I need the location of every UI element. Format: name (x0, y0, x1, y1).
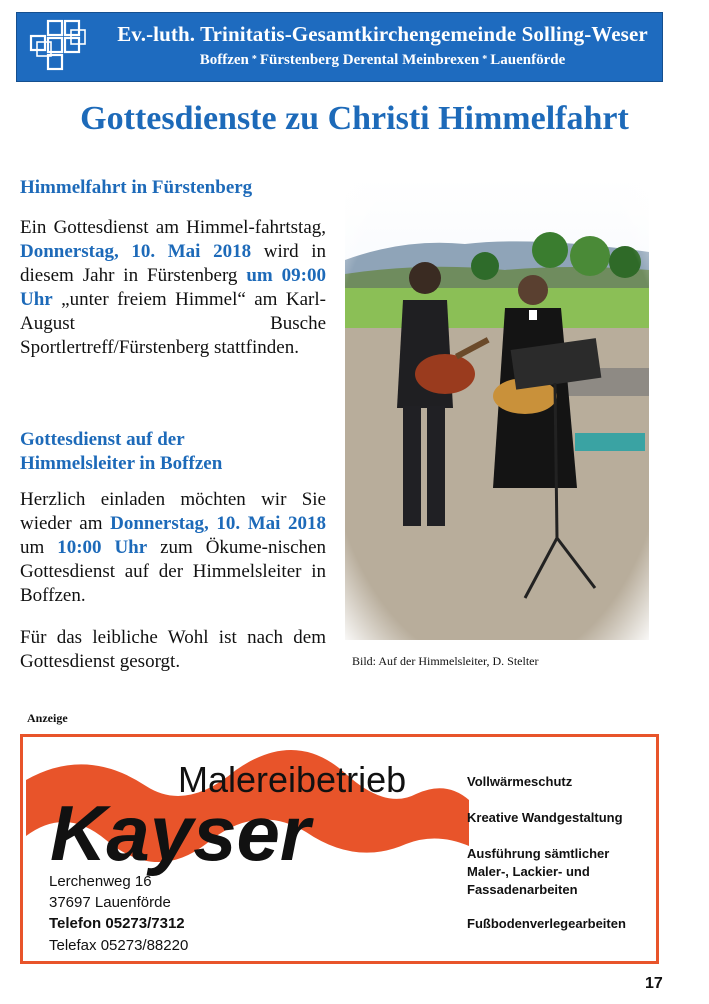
service-item: Ausführung sämtlicher Maler-, Lackier- und Fassadenarbeiten (467, 846, 610, 897)
service-item: Fußbodenverlegearbeiten (467, 916, 626, 931)
advertisement (20, 734, 659, 964)
ad-phone: Telefon 05273/7312 (49, 915, 185, 932)
photo-outdoor-service (345, 178, 649, 640)
section-text-fuerstenberg: Ein Gottesdienst am Himmel-fahrtstag, Donnerstag, 10. Mai 2018 wird in diesem Jahr in Fürstenberg um 09:00 Uhr „unter freiem Himmel“ am Karl-August Busche Sportlertreff/Fürstenberg stattfinden. (20, 217, 327, 358)
company-name: Kayser (50, 789, 311, 877)
ad-label: Anzeige (27, 711, 68, 725)
closing-note: Für das leibliche Wohl ist nach dem Gottesdienst gesorgt. (20, 627, 326, 672)
page-number: 17 (645, 975, 663, 992)
ad-street: Lerchenweg 16 (49, 873, 152, 890)
photo-caption: Bild: Auf der Himmelsleiter, D. Stelter (352, 654, 539, 668)
service-item: Kreative Wandgestaltung (467, 810, 623, 825)
page-title: Gottesdienste zu Christi Himmelfahrt (80, 100, 629, 137)
section-title-boffzen: Gottesdienst auf der Himmelsleiter in Boffzen (20, 429, 223, 474)
ad-fax: Telefax 05273/88220 (49, 937, 189, 954)
section-text-boffzen: Herzlich einladen möchten wir Sie wieder am Donnerstag, 10. Mai 2018 um 10:00 Uhr zum Ökume-nischen Gottesdienst auf der Himmelsleiter in Boffzen. (20, 489, 327, 606)
parish-header (16, 12, 663, 82)
company-subtitle: Malereibetrieb (178, 759, 407, 800)
section-title-fuerstenberg: Himmelfahrt in Fürstenberg (20, 177, 253, 198)
parish-locations: Boffzen * Fürstenberg Derental Meinbrexen * Lauenförde (199, 52, 566, 68)
parish-name: Ev.-luth. Trinitatis-Gesamtkirchengemeinde Solling-Weser (117, 22, 648, 46)
ad-city: 37697 Lauenförde (49, 894, 171, 911)
service-item: Vollwärmeschutz (467, 774, 573, 789)
